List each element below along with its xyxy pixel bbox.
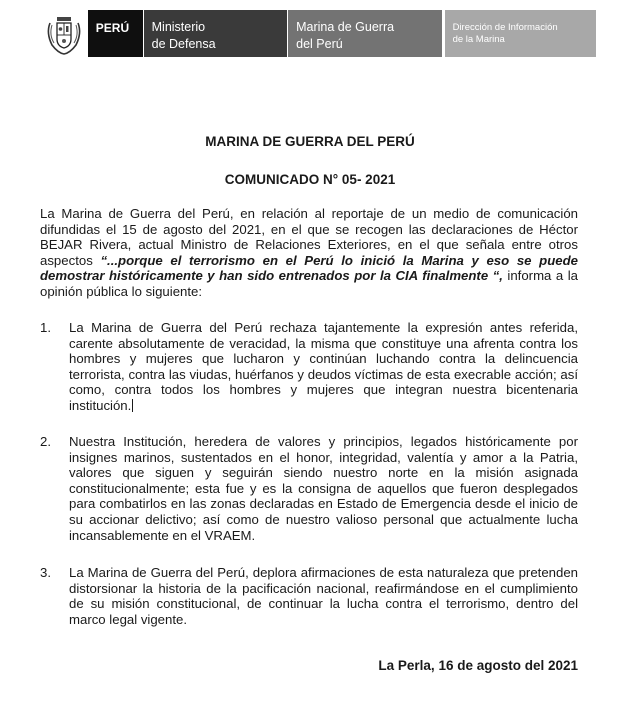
- coat-of-arms-icon: [40, 10, 88, 57]
- list-item-text: [69, 320, 578, 414]
- list-item-body: La Marina de Guerra del Perú rechaza tajantemente la expresión antes referida, carente absolutamente de veracidad, la misma que constituye una afrenta contra los hombres y mujeres que lucharon y continúan luchando contra la delincuencia terrorista, contra las viudas, huérfanos y deudos víctimas de esta execrable acción; así como, contra todos los hombres y mujeres que integran nuestra bicentenaria institución.: [69, 320, 578, 413]
- document-title: MARINA DE GUERRA DEL PERÚ: [205, 134, 415, 149]
- text-cursor: [132, 399, 133, 412]
- place-date: La Perla, 16 de agosto del 2021: [378, 658, 578, 673]
- intro-text-end: informa a la opinión pública lo siguiente:: [40, 268, 578, 299]
- navy-line-2: del Perú: [296, 36, 343, 51]
- country-label: PERÚ: [95, 21, 130, 35]
- list-item: [40, 434, 578, 543]
- ministry-line-1: Ministerio: [151, 20, 206, 34]
- navy-line-1: Marina de Guerra: [296, 20, 395, 34]
- list-item-number: 1.: [40, 320, 51, 335]
- direction-label: [445, 10, 596, 57]
- intro-paragraph: [40, 206, 578, 300]
- intro-text-start: La Marina de Guerra del Perú, en relación al reportaje de un medio de comunicación difundidas el 15 de agosto del 2021, en el que se recogen las declaraciones de Héctor BEJAR Rivera, actual Ministro de Relaciones Exteriores, en el que señala entre otros aspectos: [40, 206, 578, 268]
- peru-label: [88, 10, 143, 57]
- intro-quote: “...porque el terrorismo en el Perú lo inició la Marina y eso se puede demostrar históricamente y han sido entrenados por la CIA finalmente “,: [40, 252, 578, 284]
- ministry-line-2: de Defensa: [151, 36, 216, 51]
- communique-number: COMUNICADO N° 05- 2021: [224, 172, 396, 187]
- direction-line-2: de la Marina: [452, 34, 505, 46]
- ministry-label: [144, 10, 287, 57]
- direction-line-1: Dirección de Información: [452, 22, 558, 33]
- government-header: [40, 10, 596, 57]
- list-item: [40, 565, 578, 627]
- list-item-number: 2.: [40, 434, 51, 449]
- list-item: [40, 320, 578, 414]
- list-item-number: 3.: [40, 565, 51, 580]
- list-item-text: Nuestra Institución, heredera de valores y principios, legados históricamente por insignes marinos, sustentados en el honor, integridad, valentía y amor a la Patria, valores que siguen y seguirán siendo nuestro norte en la misión asignada constitucionalmente; esta fue y es la consigna de aquellos que fueron desplegados para combatirlos en las zonas declaradas en Estado de Emergencia desde el inicio de su accionar delictivo; así como de nuestro valioso personal que actualmente lucha incansablemente en el VRAEM.: [69, 434, 578, 543]
- navy-label: [288, 10, 441, 57]
- list-item-text: La Marina de Guerra del Perú, deplora afirmaciones de esta naturaleza que pretenden distorsionar la historia de la pacificación nacional, reafirmándose en el cumplimiento de su misión constitucional, de continuar la lucha contra el terrorismo, dentro del marco legal vigente.: [69, 565, 578, 627]
